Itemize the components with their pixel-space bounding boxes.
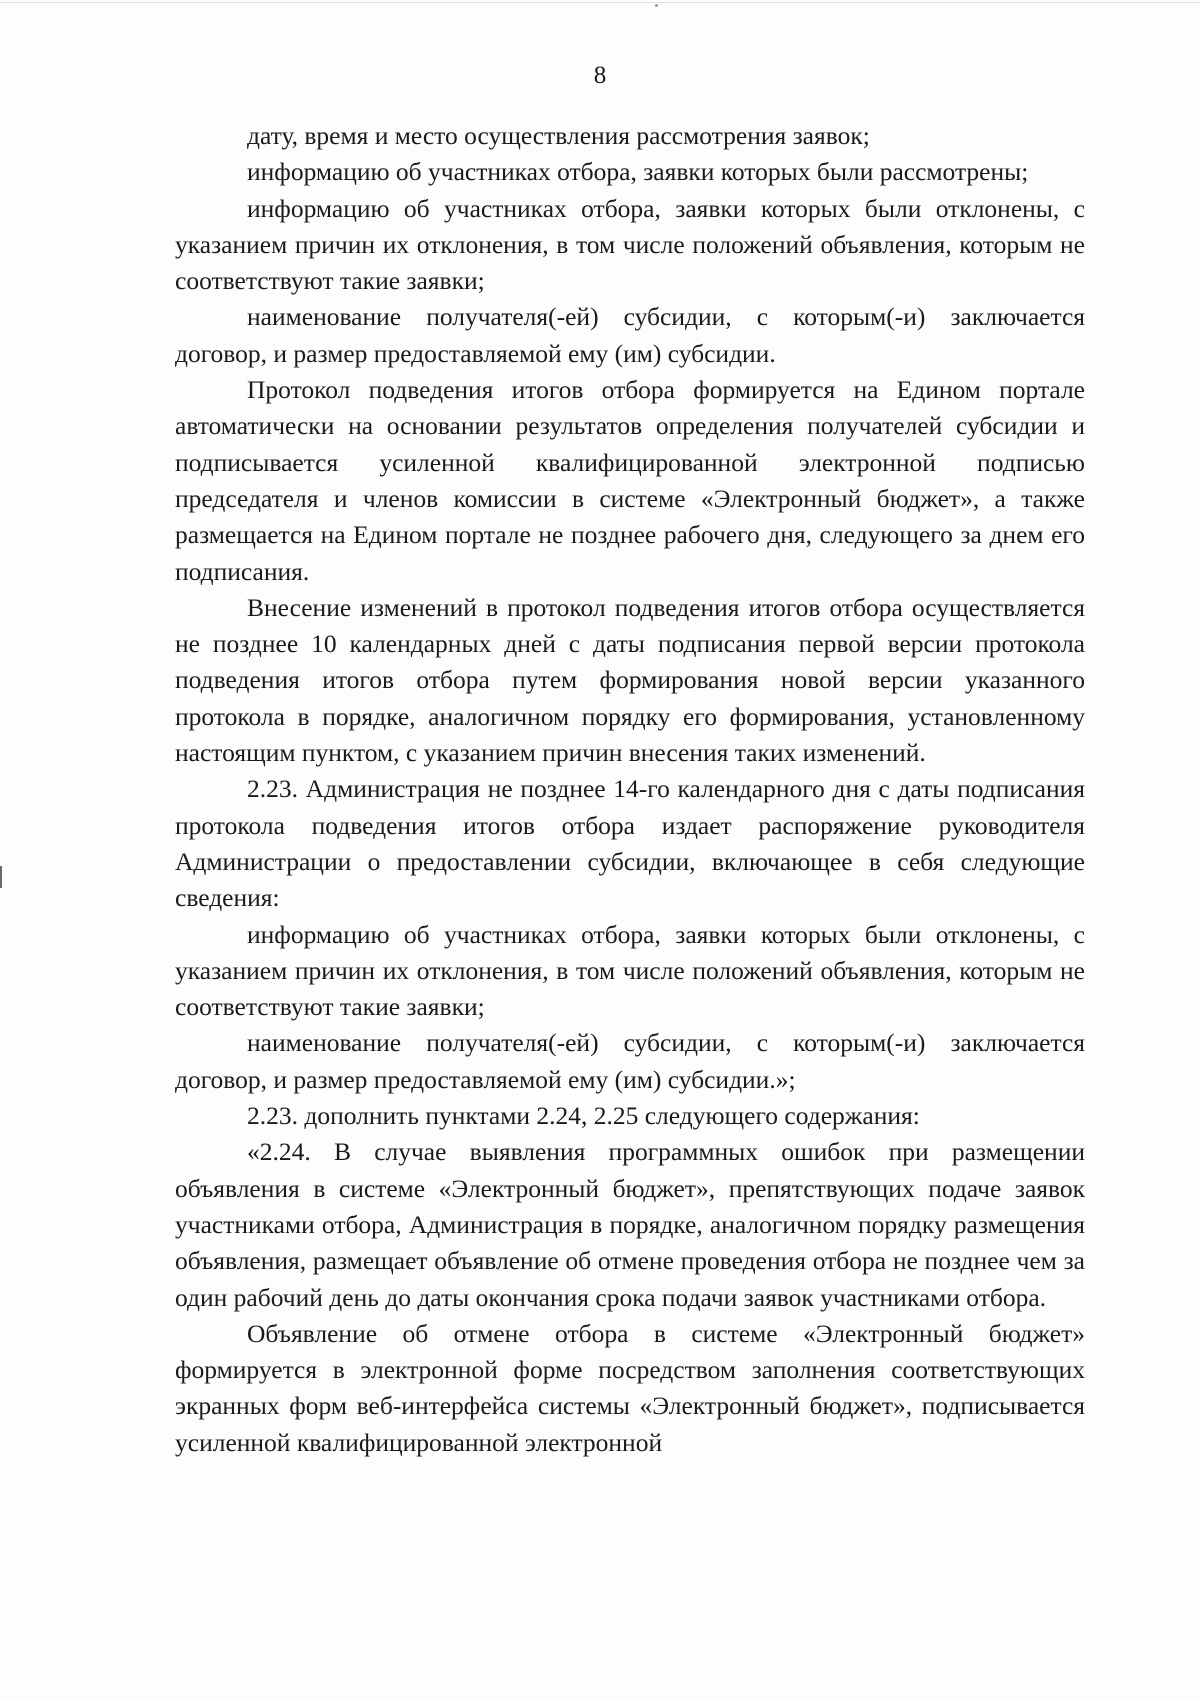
- paragraph: дату, время и место осуществления рассмотрения заявок;: [247, 121, 870, 150]
- paragraph: Внесение изменений в протокол подведения итогов отбора осуществляется не позднее 10 календарных дней с даты подписания первой версии протокола подведения итогов отбора путем формирования новой версии указанного протокола в порядке, аналогичном порядку его формирования, установленному настоящим пунктом, с указанием причин внесения таких изменений.: [175, 592, 1085, 768]
- paragraph: информацию об участниках отбора, заявки которых были рассмотрены;: [247, 157, 1029, 187]
- scan-margin-mark: [0, 866, 2, 888]
- scan-speck: [655, 4, 658, 7]
- paragraph: информацию об участниках отбора, заявки которых были отклонены, с указанием причин их отклонения, в том числе положений объявления, которым не соответствуют такие заявки;: [175, 193, 1085, 296]
- document-body: [175, 118, 1085, 1461]
- page-number: 8: [593, 62, 607, 89]
- paragraph: 2.23. Администрация не позднее 14-го календарного дня с даты подписания протокола подведения итогов отбора издает распоряжение руководителя Администрации о предоставлении субсидии, включающее в себя следующие сведения:: [175, 774, 1085, 913]
- paragraph: Протокол подведения итогов отбора формируется на Едином портале автоматически на основании результатов определения получателей субсидии и подписывается усиленной квалифицированной электронной подписью председателя и членов комиссии в системе «Электронный бюджет», а также размещается на Едином портале не позднее рабочего дня, следующего за днем его подписания.: [175, 375, 1085, 586]
- paragraph: информацию об участниках отбора, заявки которых были отклонены, с указанием причин их отклонения, в том числе положений объявления, которым не соответствуют такие заявки;: [175, 919, 1085, 1022]
- paragraph: наименование получателя(-ей) субсидии, с которым(-и) заключается договор, и размер предоставляемой ему (им) субсидии.: [175, 302, 1085, 368]
- scan-top-edge: [0, 2, 1200, 3]
- paragraph: наименование получателя(-ей) субсидии, с которым(-и) заключается договор, и размер предоставляемой ему (им) субсидии.»;: [175, 1028, 1085, 1094]
- paragraph: 2.23. дополнить пунктами 2.24, 2.25 следующего содержания:: [247, 1101, 920, 1131]
- paragraph: «2.24. В случае выявления программных ошибок при размещении объявления в системе «Электронный бюджет», препятствующих подаче заявок участниками отбора, Администрация в порядке, аналогичном порядку размещения объявления, размещает объявление об отмене проведения отбора не позднее чем за один рабочий день до даты окончания срока подачи заявок участниками отбора.: [175, 1137, 1085, 1312]
- paragraph: Объявление об отмене отбора в системе «Электронный бюджет» формируется в электронной форме посредством заполнения соответствующих экранных форм веб-интерфейса системы «Электронный бюджет», подписывается усиленной квалифицированной электронной: [175, 1318, 1085, 1457]
